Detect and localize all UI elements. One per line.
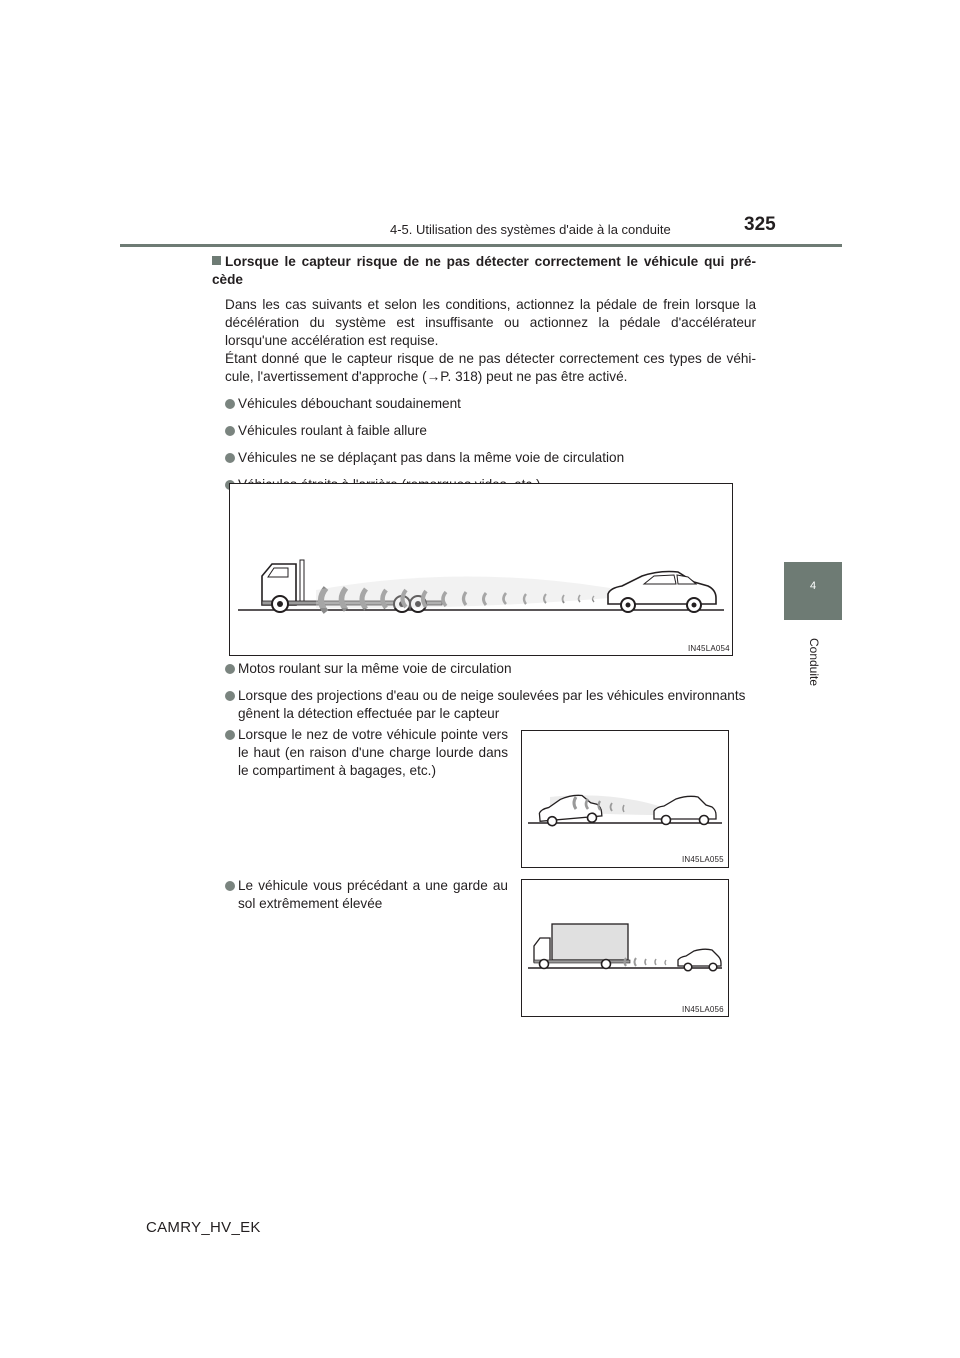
running-header-section: 4-5. Utilisation des systèmes d'aide à la conduite — [390, 222, 671, 237]
list-item: Lorsque le nez de votre véhicule pointe vers le haut (en raison d'une charge lourde dans le compartiment à bagages, etc.) — [238, 726, 508, 780]
bullet-dot-icon — [225, 691, 235, 701]
figure-nose-up-illustration — [521, 730, 729, 868]
nose-up-illustration — [522, 731, 728, 867]
list-item: Le véhicule vous précédant a une garde au sol extrêmement élevée — [238, 877, 508, 913]
footer-model-code: CAMRY_HV_EK — [146, 1219, 261, 1236]
header-rule — [120, 244, 842, 247]
main-content — [212, 253, 756, 494]
bullet-dot-icon — [225, 453, 235, 463]
bullet-dot-icon — [225, 399, 235, 409]
bullet-dot-icon — [225, 664, 235, 674]
chapter-number: 4 — [809, 580, 817, 592]
intro-paragraph-2: Étant donné que le capteur risque de ne pas détecter correctement ces types de véhicule, l'avertissement d'approche (→P. 318) peut ne pas être activé. — [225, 351, 756, 384]
list-item: Véhicules débouchant soudainement — [212, 395, 756, 413]
list-item: Véhicules ne se déplaçant pas dans la même voie de circulation — [212, 449, 756, 467]
high-clearance-illustration — [522, 880, 728, 1016]
page-number: 325 — [744, 214, 776, 235]
figure-code: IN45LA056 — [682, 1005, 724, 1014]
bullet-dot-icon — [225, 730, 235, 740]
figure-code: IN45LA055 — [682, 855, 724, 864]
main-content-2 — [212, 660, 756, 723]
section-heading-text: Lorsque le capteur risque de ne pas détecter correctement le véhicule qui précède — [212, 254, 756, 287]
bullet-dot-icon — [225, 426, 235, 436]
trailer-illustration — [230, 484, 732, 655]
intro-paragraph-1: Dans les cas suivants et selon les conditions, actionnez la pédale de frein lorsque la décélération du système est insuffisante ou actionnez la pédale d'accélérateur lorsqu'une accélération est requise. — [225, 297, 756, 348]
list-item: Lorsque des projections d'eau ou de neige soulevées par les véhicules environnants gênent la détection effectuée par le capteur — [212, 687, 756, 723]
list-item: Véhicules roulant à faible allure — [212, 422, 756, 440]
section-heading — [212, 253, 756, 289]
figure-code: IN45LA054 — [688, 644, 730, 653]
list-item: Motos roulant sur la même voie de circulation — [212, 660, 756, 678]
figure-trailer-illustration — [229, 483, 733, 656]
figure-high-clearance-illustration — [521, 879, 729, 1017]
square-bullet-icon — [212, 256, 221, 265]
bullet-dot-icon — [225, 881, 235, 891]
chapter-label: Conduite — [807, 637, 821, 687]
chapter-tab — [784, 562, 842, 620]
